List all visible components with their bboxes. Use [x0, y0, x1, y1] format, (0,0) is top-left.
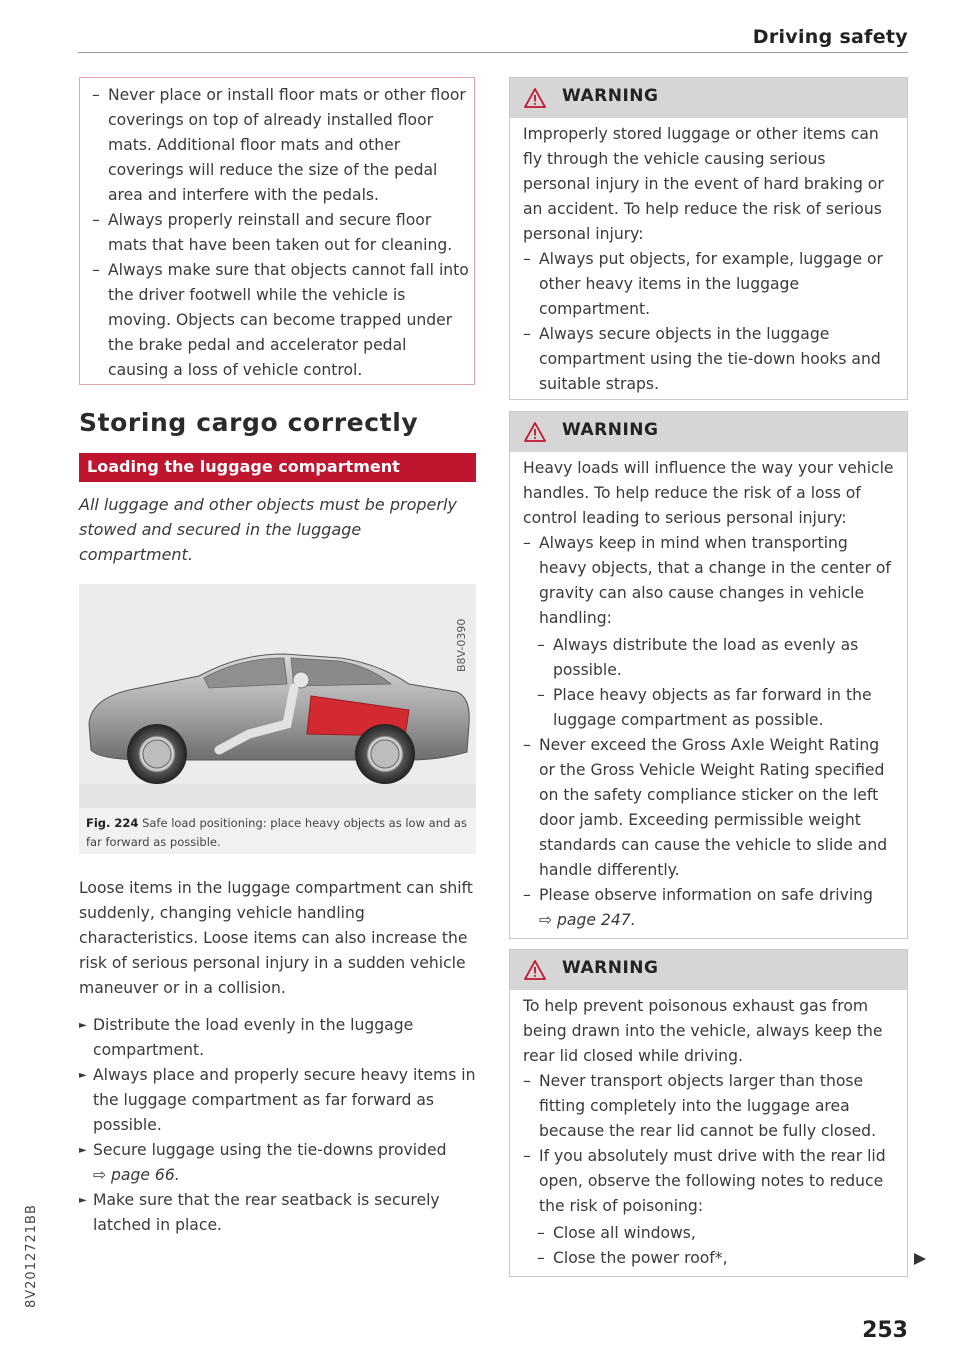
- warning-text: Improperly stored luggage or other items can fly through the vehicle causing serious personal injury in the event of hard braking or an accident. To help reduce the risk of serious personal injury:: [523, 125, 884, 243]
- warning-triangle-icon: [524, 422, 546, 442]
- list-item: – If you absolutely must drive with the rear lid open, observe the following notes to reduce the risk of poisoning:: [523, 1144, 895, 1219]
- warning-box-luggage: [509, 77, 908, 400]
- sub-list-item: – Always distribute the load as evenly as possible.: [537, 633, 895, 683]
- warning-triangle-icon: [524, 960, 546, 980]
- sub-list-item: – Place heavy objects as far forward in the luggage compartment as possible.: [537, 683, 895, 733]
- list-item-text: Please observe information on safe driving: [539, 886, 873, 904]
- warning-text: Heavy loads will influence the way your vehicle handles. To help reduce the risk of a loss of control leading to serious personal injury:: [523, 459, 894, 527]
- warning-label: WARNING: [562, 958, 659, 978]
- list-item: – Always keep in mind when transporting heavy objects, that a change in the center of gravity can also cause changes in vehicle handling:: [523, 531, 895, 631]
- floor-mat-note-box: [79, 77, 475, 385]
- list-item: – Always secure objects in the luggage compartment using the tie-down hooks and suitable straps.: [523, 322, 895, 397]
- warning-triangle-icon: [524, 88, 546, 108]
- figure-caption-text: Safe load positioning: place heavy objects as low and as far forward as possible.: [86, 816, 467, 849]
- page-number: 253: [862, 1318, 908, 1343]
- section-title: Driving safety: [752, 26, 908, 48]
- instruction-item: [79, 1188, 479, 1238]
- intro-text: All luggage and other objects must be properly stowed and secured in the luggage compartment.: [79, 495, 457, 564]
- list-item: – Always properly reinstall and secure floor mats that have been taken out for cleaning.: [92, 208, 470, 258]
- header-rule: [78, 52, 908, 53]
- page-reference-link[interactable]: ⇨ page 247.: [539, 911, 636, 929]
- list-item: – Never place or install floor mats or other floor coverings on top of already installed floor mats. Additional floor mats and other coverings will reduce the size of the pedal area and interfere with the pedals.: [92, 83, 470, 208]
- list-item: [523, 883, 895, 933]
- car-load-figure: [79, 584, 476, 808]
- figure-label: Fig. 224: [86, 816, 139, 830]
- warning-header: [510, 412, 907, 452]
- document-code-text: 8V2012721BB: [24, 1204, 39, 1308]
- list-item: – Always make sure that objects cannot fall into the driver footwell while the vehicle is moving. Objects can become trapped under the brake pedal and accelerator pedal causing a loss of vehicle control.: [92, 258, 470, 383]
- warning-text: To help prevent poisonous exhaust gas from being drawn into the vehicle, always keep the rear lid closed while driving.: [523, 997, 883, 1065]
- warning-label: WARNING: [562, 420, 659, 440]
- subheading-bar: Loading the luggage compartment: [79, 453, 476, 482]
- list-item: – Never exceed the Gross Axle Weight Rating or the Gross Vehicle Weight Rating specified on the safety compliance sticker on the left door jamb. Exceeding permissible weight standards can cause the vehicle to slide and handle differently.: [523, 733, 895, 883]
- instruction-text: Distribute the load evenly in the luggage compartment.: [93, 1016, 414, 1059]
- instruction-item: [79, 1138, 479, 1188]
- instruction-list: [79, 1013, 479, 1238]
- instruction-text: Secure luggage using the tie-downs provided: [93, 1141, 447, 1159]
- figure-caption: [86, 814, 471, 852]
- list-item: – Always put objects, for example, luggage or other heavy items in the luggage compartment.: [523, 247, 895, 322]
- sub-list-item: – Close the power roof*,: [537, 1246, 895, 1271]
- body-paragraph: Loose items in the luggage compartment can shift suddenly, changing vehicle handling characteristics. Loose items can also increase the risk of serious personal injury in a sudden vehicle maneuver or in a collision.: [79, 879, 473, 997]
- page-heading: Storing cargo correctly: [79, 408, 419, 437]
- sub-list-item: – Close all windows,: [537, 1221, 895, 1246]
- figure-code: [455, 594, 471, 674]
- instruction-item: [79, 1013, 479, 1063]
- warning-label: WARNING: [562, 86, 659, 106]
- warning-header: [510, 950, 907, 990]
- warning-box-exhaust: [509, 949, 908, 1277]
- continue-arrow-icon[interactable]: [913, 1252, 927, 1266]
- page-reference-link[interactable]: ⇨ page 66.: [93, 1166, 180, 1184]
- warning-box-heavy-loads: [509, 411, 908, 939]
- figure-code-text: B8V-0390: [455, 618, 468, 672]
- instruction-text: Make sure that the rear seatback is securely latched in place.: [93, 1191, 440, 1234]
- warning-header: [510, 78, 907, 118]
- instruction-text: Always place and properly secure heavy items in the luggage compartment as far forward as possible.: [93, 1066, 476, 1134]
- instruction-item: [79, 1063, 479, 1138]
- list-item: – Never transport objects larger than those fitting completely into the luggage area because the rear lid cannot be fully closed.: [523, 1069, 895, 1144]
- document-code: [22, 1140, 42, 1310]
- car-illustration: [79, 584, 476, 808]
